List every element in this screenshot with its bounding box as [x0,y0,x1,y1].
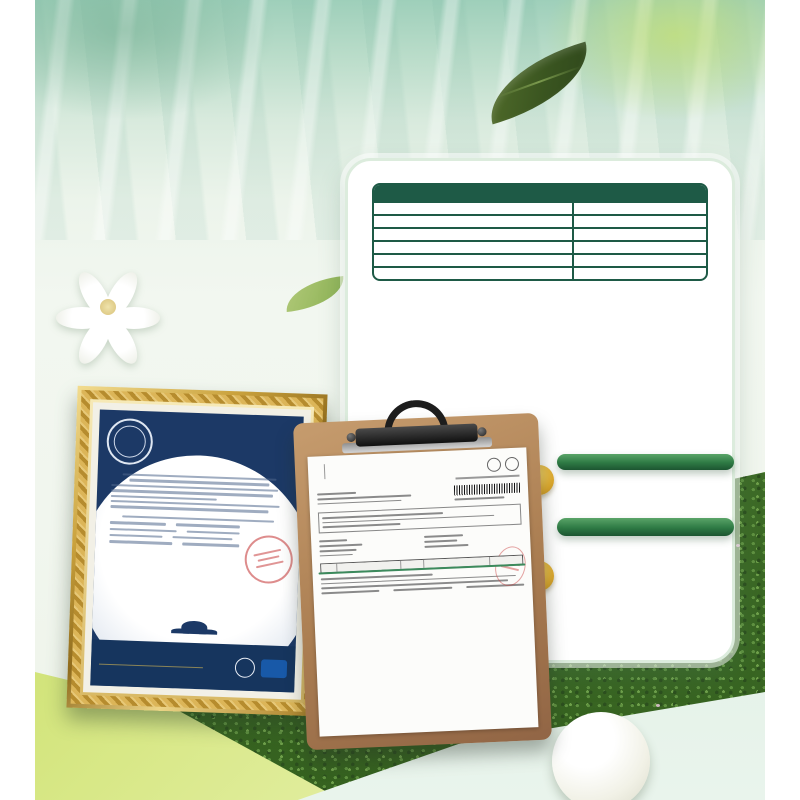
lab-report-footer [321,570,524,594]
certificate-emblem-icon [181,621,207,635]
table-row [374,240,706,253]
row-label [374,203,572,214]
iso-certificate [90,410,304,693]
row-label [374,242,572,253]
row-label [374,255,572,266]
leaf-small-icon [284,276,347,312]
row-label [374,268,572,279]
table-row [374,214,706,227]
clip-screw-icon [477,427,486,436]
nutrition-table [372,183,708,281]
accreditation-logo-icon [235,657,256,678]
table-row [374,227,706,240]
table-row [374,266,706,279]
table-row [374,253,706,266]
white-sphere [552,712,650,800]
grass-flower-speck [736,544,740,547]
row-label [374,229,572,240]
iaf-logo [261,659,288,678]
cert-mark-icon [487,457,502,472]
grass-flower-speck [656,704,660,707]
certificate-frame [66,386,327,717]
barcode-icon [454,483,520,496]
lab-report-paper [307,447,538,736]
document-number-bar [455,475,519,480]
clip-screw-icon [346,433,355,442]
left-margin [0,0,35,800]
cert-mark-icon [505,457,520,472]
row-label [374,216,572,227]
nutrition-table-header [374,185,706,201]
badge-iso [557,454,734,470]
scene-background [35,0,765,800]
right-margin [765,0,800,800]
cert-seal-icon [106,418,154,466]
white-flower-icon [43,252,173,362]
table-row [374,201,706,214]
clipboard [293,413,552,750]
badge-eurofins [557,518,734,536]
lab-table-header [321,556,522,573]
